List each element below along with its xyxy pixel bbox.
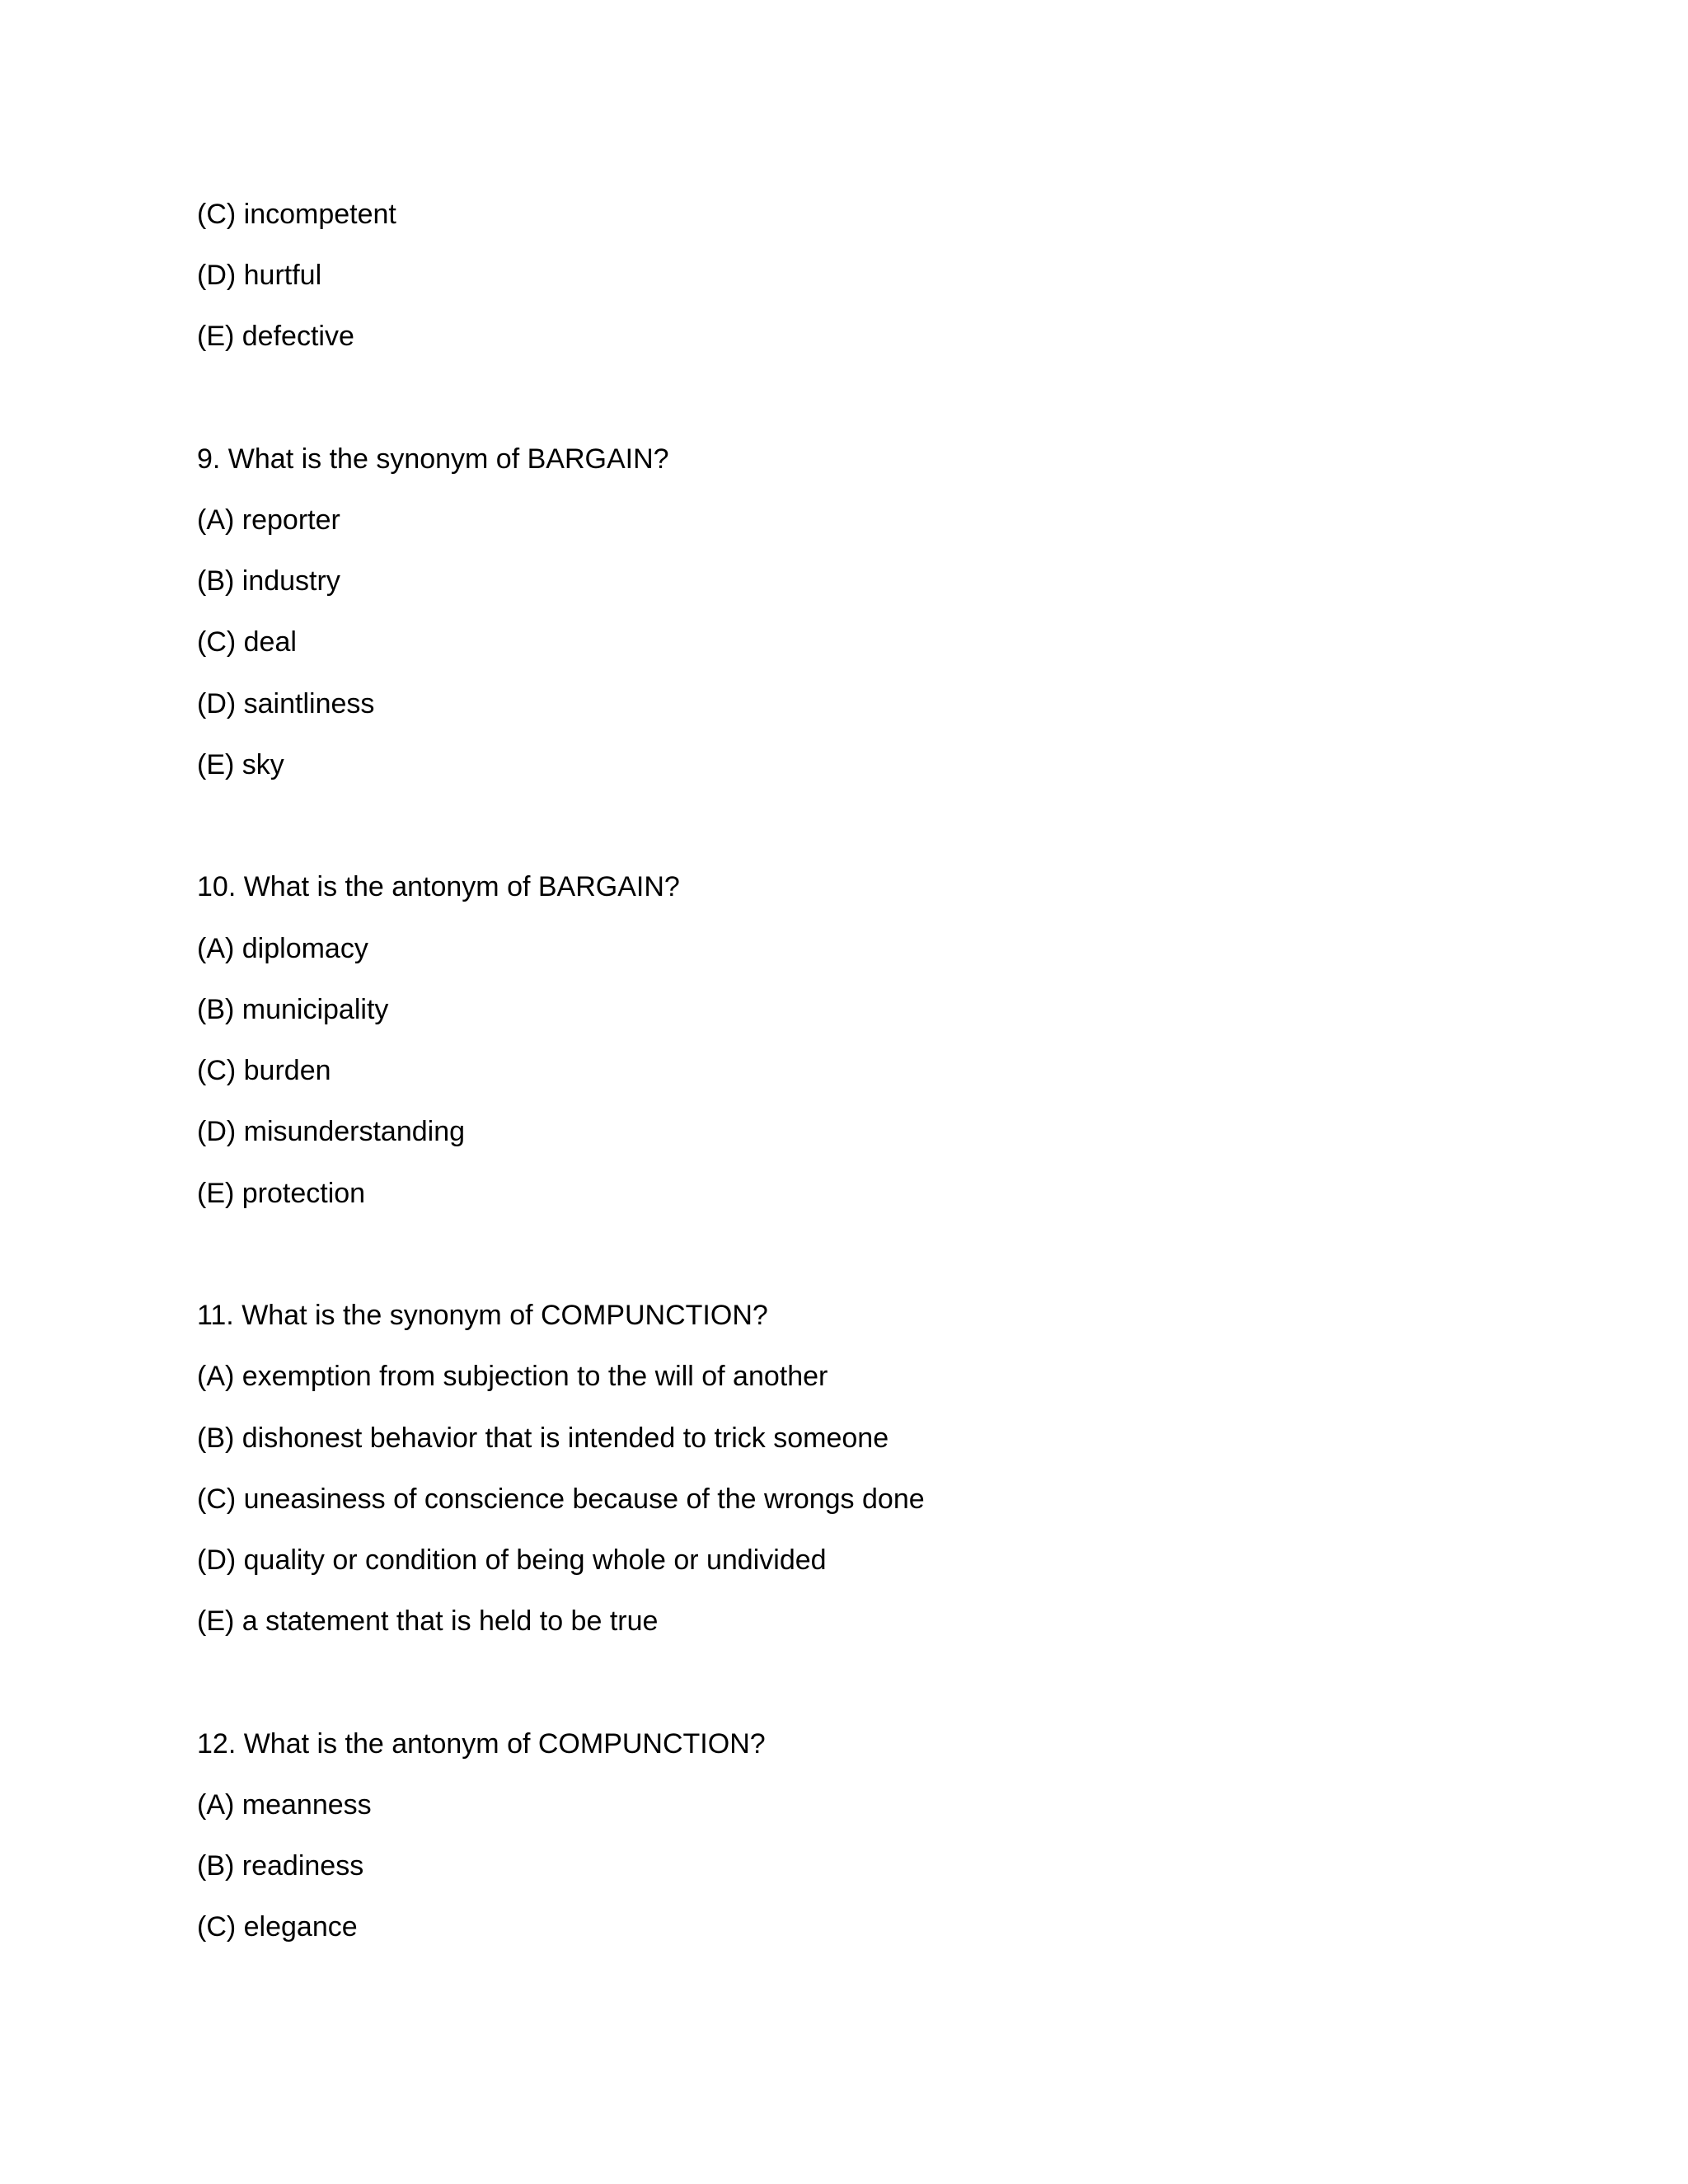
option-line: (C) burden: [197, 1055, 331, 1086]
option-line: (E) defective: [197, 321, 354, 352]
option-line: (C) elegance: [197, 1911, 358, 1943]
option-line: (C) deal: [197, 626, 297, 658]
option-line: (B) readiness: [197, 1850, 364, 1882]
option-line: (B) industry: [197, 565, 340, 597]
option-line: (C) incompetent: [197, 199, 396, 230]
option-line: (E) protection: [197, 1178, 366, 1209]
question-prompt: 9. What is the synonym of BARGAIN?: [197, 443, 669, 475]
option-line: (B) municipality: [197, 994, 389, 1025]
option-line: (D) saintliness: [197, 688, 375, 719]
question-prompt: 12. What is the antonym of COMPUNCTION?: [197, 1728, 766, 1760]
option-line: (B) dishonest behavior that is intended to trick someone: [197, 1422, 889, 1454]
option-line: (D) misunderstanding: [197, 1116, 466, 1147]
question-prompt: 11. What is the synonym of COMPUNCTION?: [197, 1300, 768, 1331]
question-prompt: 10. What is the antonym of BARGAIN?: [197, 871, 680, 902]
option-line: (C) uneasiness of conscience because of the wrongs done: [197, 1483, 925, 1515]
option-line: (E) sky: [197, 749, 284, 780]
option-line: (D) hurtful: [197, 260, 322, 291]
option-line: (A) reporter: [197, 504, 340, 536]
option-line: (A) diplomacy: [197, 933, 368, 964]
option-line: (A) meanness: [197, 1789, 372, 1821]
option-line: (A) exemption from subjection to the will of another: [197, 1361, 828, 1392]
option-line: (D) quality or condition of being whole or undivided: [197, 1544, 827, 1576]
option-line: (E) a statement that is held to be true: [197, 1605, 659, 1637]
